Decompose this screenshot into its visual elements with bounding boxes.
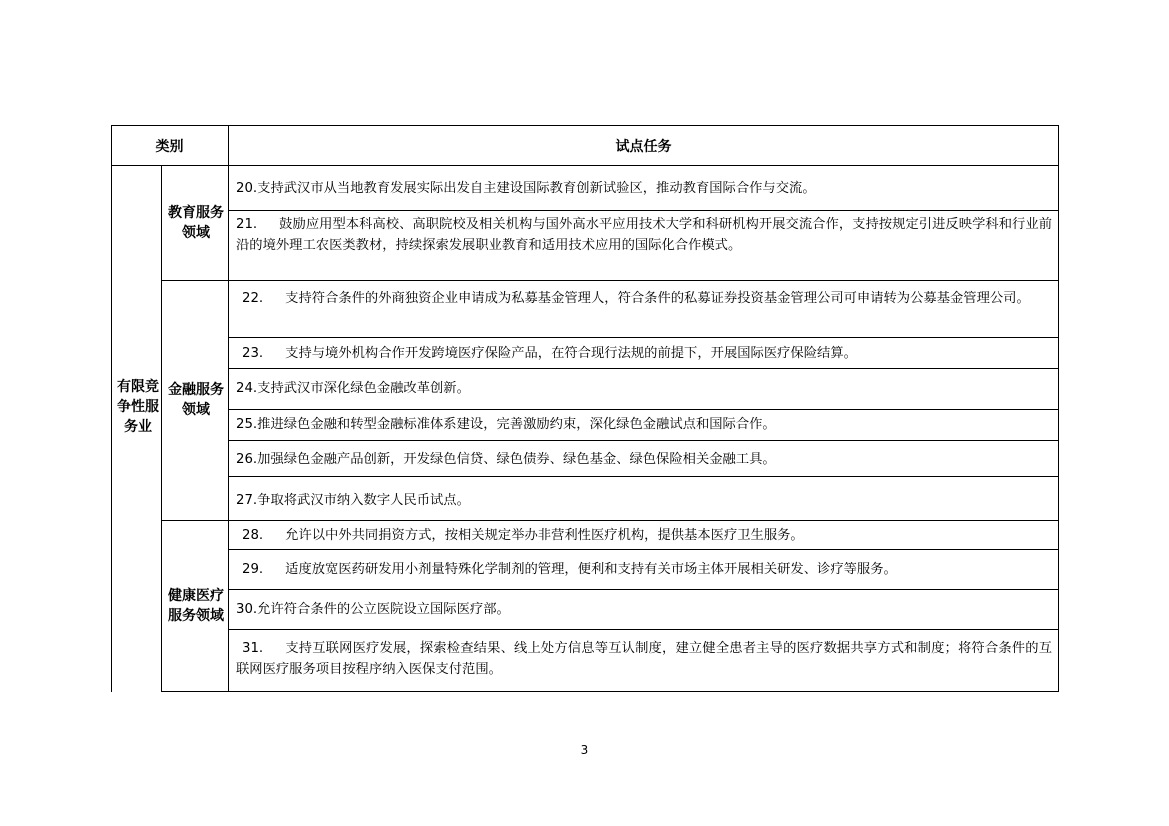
divider-row bbox=[228, 549, 1059, 550]
header-category: 类别 bbox=[155, 139, 184, 155]
divider-row bbox=[228, 210, 1059, 211]
task-item bbox=[236, 414, 1052, 435]
page-number: 3 bbox=[580, 743, 589, 757]
task-item bbox=[236, 288, 1052, 309]
table-right-border bbox=[1058, 125, 1059, 692]
task-text: 支持与境外机构合作开发跨境医疗保险产品，在符合现行法规的前提下，开展国际医疗保险结算。 bbox=[285, 346, 857, 361]
divider-row bbox=[228, 440, 1059, 441]
task-text: 允许以中外共同捐资方式，按相关规定举办非营利性医疗机构，提供基本医疗卫生服务。 bbox=[285, 528, 804, 543]
divider-row bbox=[228, 629, 1059, 630]
divider-row bbox=[228, 476, 1059, 477]
table-top-border bbox=[111, 125, 1059, 126]
task-text: 适度放宽医药研发用小剂量特殊化学制剂的管理，便利和支持有关市场主体开展相关研发、诊疗等服务。 bbox=[285, 562, 897, 577]
task-text: 推进绿色金融和转型金融标准体系建设，完善激励约束，深化绿色金融试点和国际合作。 bbox=[257, 417, 776, 432]
category-column-divider bbox=[161, 165, 162, 692]
task-text: 支持互联网医疗发展，探索检查结果、线上处方信息等互认制度，建立健全患者主导的医疗数据共享方式和制度；将符合条件的互联网医疗服务项目按程序纳入医保支付范围。 bbox=[236, 641, 1052, 677]
task-text: 允许符合条件的公立医院设立国际医疗部。 bbox=[257, 602, 510, 617]
task-column-divider bbox=[228, 125, 229, 692]
task-item bbox=[236, 449, 1052, 470]
divider-row bbox=[228, 368, 1059, 369]
divider-row bbox=[228, 409, 1059, 410]
category-education: 教育服务领域 bbox=[168, 205, 224, 241]
category-finance: 金融服务领域 bbox=[168, 382, 224, 418]
task-number: 20. bbox=[236, 181, 258, 196]
task-text: 支持符合条件的外商独资企业申请成为私募基金管理人，符合条件的私募证券投资基金管理公司可申请转为公募基金管理公司。 bbox=[285, 291, 1030, 306]
task-number: 31. bbox=[242, 641, 264, 656]
task-number: 29. bbox=[242, 562, 264, 577]
task-number: 25. bbox=[236, 417, 258, 432]
task-item bbox=[236, 525, 1052, 546]
divider-row bbox=[228, 589, 1059, 590]
divider-education-finance bbox=[161, 280, 1059, 281]
task-text: 支持武汉市深化绿色金融改革创新。 bbox=[257, 381, 470, 396]
task-text: 鼓励应用型本科高校、高职院校及相关机构与国外高水平应用技术大学和科研机构开展交流合作，支持按规定引进反映学科和行业前沿的境外理工农医类教材，持续探索发展职业教育和适用技术应用的国际化合作模式。 bbox=[236, 217, 1052, 253]
category-main: 有限竞争性服务业 bbox=[117, 379, 159, 435]
task-text: 支持武汉市从当地教育发展实际出发自主建设国际教育创新试验区，推动教育国际合作与交流。 bbox=[257, 181, 816, 196]
category-health: 健康医疗服务领域 bbox=[168, 588, 224, 624]
task-item bbox=[236, 214, 1052, 256]
task-number: 23. bbox=[242, 346, 264, 361]
table-left-border bbox=[111, 125, 112, 692]
task-number: 28. bbox=[242, 528, 264, 543]
divider-finance-health bbox=[161, 520, 1059, 521]
task-number: 27. bbox=[236, 493, 258, 508]
task-item bbox=[236, 378, 1052, 399]
task-number: 26. bbox=[236, 452, 258, 467]
task-item bbox=[236, 343, 1052, 364]
task-item bbox=[236, 178, 1052, 199]
task-item bbox=[236, 490, 1052, 511]
task-number: 21. bbox=[236, 217, 258, 232]
header-task: 试点任务 bbox=[615, 139, 672, 155]
table-bottom-border bbox=[161, 691, 1059, 692]
task-number: 24. bbox=[236, 381, 258, 396]
task-item bbox=[236, 599, 1052, 620]
task-item bbox=[236, 638, 1052, 680]
task-item bbox=[236, 559, 1052, 580]
task-number: 30. bbox=[236, 602, 258, 617]
task-number: 22. bbox=[242, 291, 264, 306]
divider-row bbox=[228, 337, 1059, 338]
task-text: 争取将武汉市纳入数字人民币试点。 bbox=[257, 493, 470, 508]
header-bottom-border bbox=[111, 165, 1059, 166]
task-text: 加强绿色金融产品创新，开发绿色信贷、绿色债券、绿色基金、绿色保险相关金融工具。 bbox=[257, 452, 776, 467]
